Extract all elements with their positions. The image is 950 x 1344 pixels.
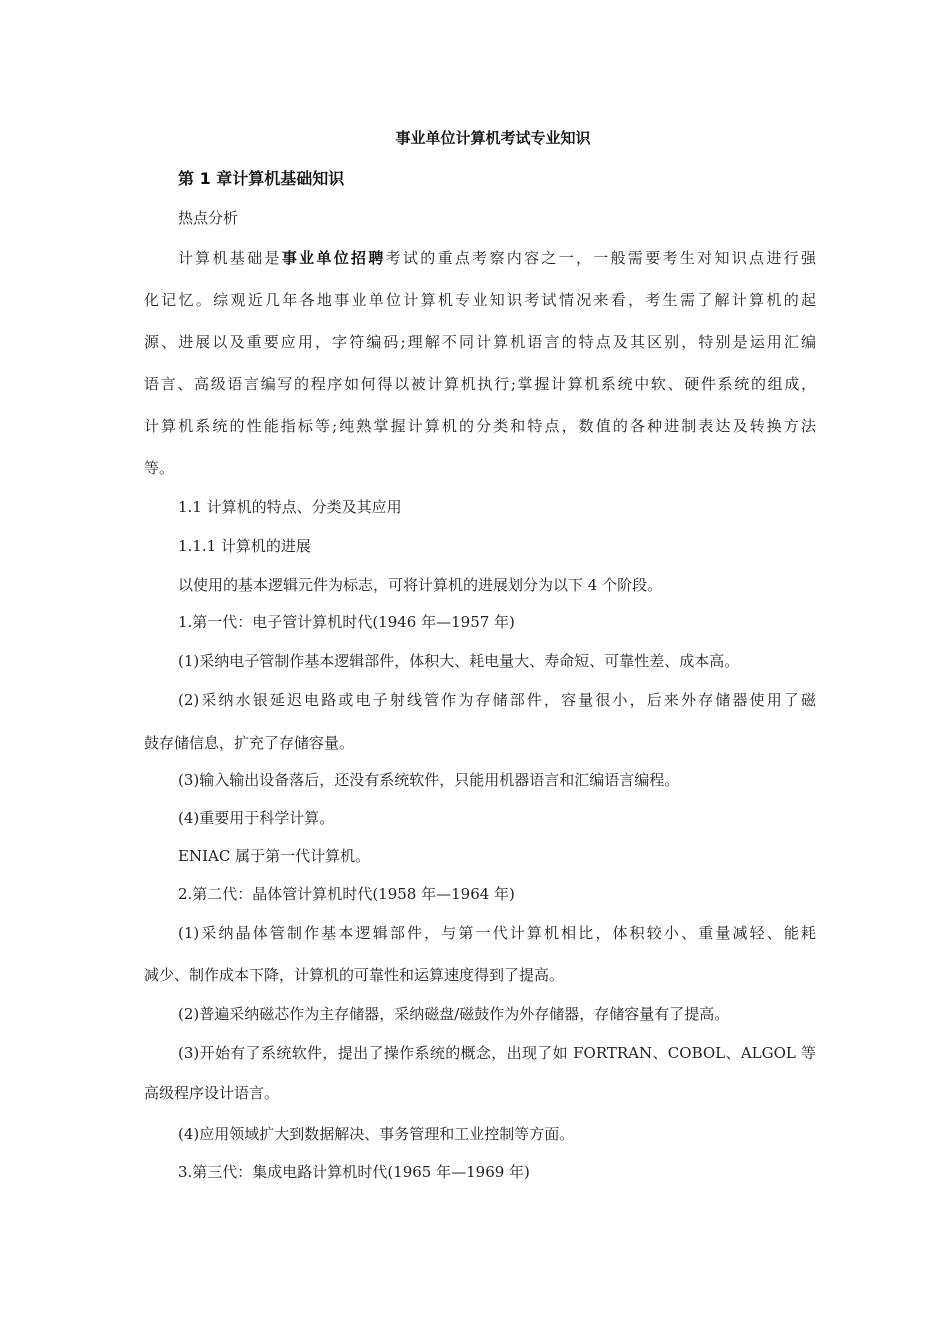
gen2-item-3-line-2 [144, 1083, 816, 1103]
gen3-heading: 3.第三代：集成电路计算机时代(1965 年—1969 年) [178, 1163, 530, 1181]
gen1-item-1: (1)采纳电子管制作基本逻辑部件，体积大、耗电量大、寿命短、可靠性差、成本高。 [178, 652, 740, 670]
gen2-item-1-line-1: (1)采纳晶体管制作基本逻辑部件，与第一代计算机相比，体积较小、重量减轻、能耗 [178, 924, 816, 942]
intro-line-5: 计算机系统的性能指标等;纯熟掌握计算机的分类和特点，数值的各种进制表达及转换方法 [144, 417, 816, 435]
gen2-item-3-text-b: 语言。 [234, 1084, 280, 1102]
gen1-item-2-line-1: (2)采纳水银延迟电路或电子射线管作为存储部件，容量很小，后来外存储器使用了磁 [178, 691, 816, 709]
intro-line-2: 化记忆。综观近几年各地事业单位计算机专业知识考试情况来看，考生需了解计算机的起 [144, 291, 816, 309]
stages-intro: 以使用的基本逻辑元件为标志，可将计算机的进展划分为以下 4 个阶段。 [178, 576, 663, 594]
gen1-item-4: (4)重要用于科学计算。 [178, 809, 335, 827]
intro-line-4: 语言、高级语言编写的程序如何得以被计算机执行;掌握计算机系统中软、硬件系统的组成， [144, 375, 816, 393]
intro-line-1 [178, 248, 816, 268]
section-1-1-1-heading: 1.1.1 计算机的进展 [178, 537, 311, 555]
gen2-heading: 2.第二代：晶体管计算机时代(1958 年—1964 年) [178, 885, 515, 903]
intro-line-3: 源、进展以及重要应用，字符编码;理解不同计算机语言的特点及其区别，特别是运用汇编 [144, 333, 816, 351]
intro-text-b: 考试的重点考察内容之一，一般需要考生对知识点进行强 [385, 249, 816, 267]
hot-topic-label: 热点分析 [178, 209, 239, 227]
section-1-1-heading: 1.1 计算机的特点、分类及其应用 [178, 498, 402, 516]
gen2-item-2: (2)普遍采纳磁芯作为主存储器，采纳磁盘/磁鼓作为外存储器，存储容量有了提高。 [178, 1005, 730, 1023]
intro-line-6: 等。 [144, 459, 175, 477]
chapter-heading: 第 1 章计算机基础知识 [178, 169, 345, 188]
gen2-item-1-line-2: 减少、制作成本下降，计算机的可靠性和运算速度得到了提高。 [144, 966, 565, 984]
gen2-item-3-text-a: 高级程序 [144, 1084, 205, 1102]
gen1-item-2-line-2: 鼓存储信息，扩充了存储容量。 [144, 734, 355, 752]
document-title: 事业单位计算机考试专业知识 [395, 129, 591, 147]
intro-text-a: 计算机基础是 [178, 249, 282, 267]
gen1-heading: 1.第一代：电子管计算机时代(1946 年—1957 年) [178, 613, 515, 631]
gen1-item-3: (3)输入输出设备落后，还没有系统软件，只能用机器语言和汇编语言编程。 [178, 771, 680, 789]
recruitment-link[interactable]: 事业单位招聘 [281, 249, 386, 267]
gen2-item-4: (4)应用领域扩大到数据解决、事务管理和工业控制等方面。 [178, 1125, 575, 1143]
gen1-note: ENIAC 属于第一代计算机。 [178, 847, 371, 865]
design-link[interactable]: 设计 [204, 1084, 235, 1102]
gen2-item-3-line-1: (3)开始有了系统软件，提出了操作系统的概念，出现了如 FORTRAN、COBOL、ALGOL 等 [178, 1044, 816, 1062]
